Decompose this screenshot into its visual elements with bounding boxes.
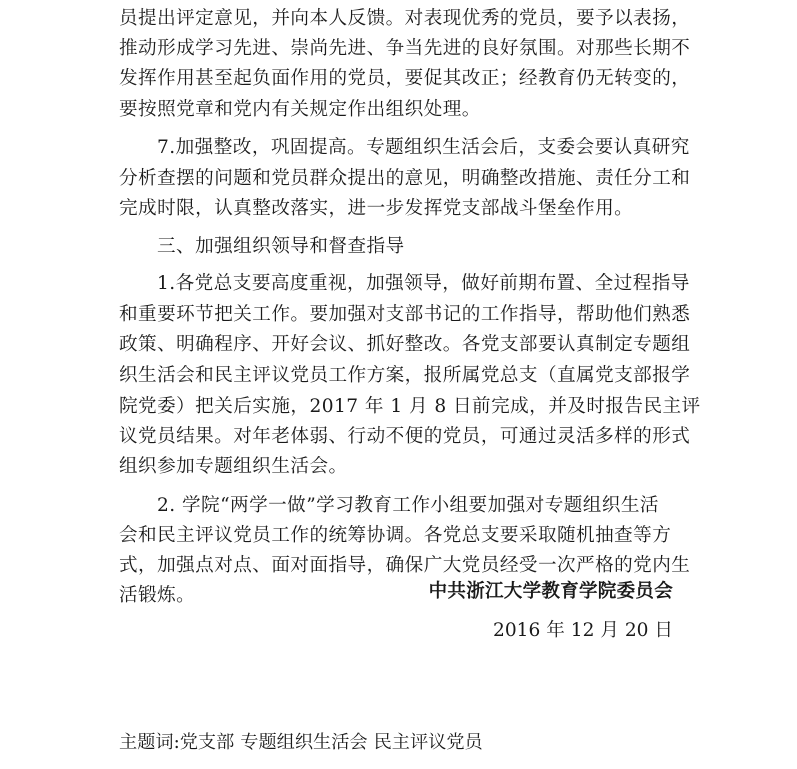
section-heading: 三、加强组织领导和督查指导 xyxy=(157,236,405,257)
body-line: 员提出评定意见，并向本人反馈。对表现优秀的党员，要予以表扬， xyxy=(119,8,691,29)
body-line: 活锻炼。 xyxy=(119,585,196,606)
keyword-item: 专题组织生活会 xyxy=(240,732,368,753)
keywords-line xyxy=(119,728,489,758)
body-line: 发挥作用甚至起负面作用的党员，要促其改正；经教育仍无转变的， xyxy=(119,68,691,89)
signing-date: 2016 年 12 月 20 日 xyxy=(493,620,673,641)
keywords-label: 主题词: xyxy=(119,732,180,753)
keyword-item: 党支部 xyxy=(179,732,235,753)
signing-organization: 中共浙江大学教育学院委员会 xyxy=(428,581,673,602)
body-line: 2. 学院“两学一做”学习教育工作小组要加强对专题组织生活 xyxy=(157,495,659,516)
body-line: 政策、明确程序、开好会议、抓好整改。各党支部要认真制定专题组 xyxy=(119,334,691,355)
body-line: 1.各党总支要高度重视，加强领导，做好前期布置、全过程指导 xyxy=(157,273,690,294)
body-line: 织生活会和民主评议党员工作方案，报所属党总支（直属党支部报学 xyxy=(119,365,691,386)
body-line: 要按照党章和党内有关规定作出组织处理。 xyxy=(119,99,481,120)
body-line: 分析查摆的问题和党员群众提出的意见，明确整改措施、责任分工和 xyxy=(119,168,691,189)
body-line: 和重要环节把关工作。要加强对支部书记的工作指导，帮助他们熟悉 xyxy=(119,304,691,325)
body-line: 式，加强点对点、面对面指导，确保广大党员经受一次严格的党内生 xyxy=(119,555,691,576)
body-line: 组织参加专题组织生活会。 xyxy=(119,456,348,477)
body-line: 院党委）把关后实施，2017 年 1 月 8 日前完成，并及时报告民主评 xyxy=(119,396,701,417)
keyword-item: 民主评议党员 xyxy=(373,732,483,753)
body-line: 会和民主评议党员工作的统筹协调。各党总支要采取随机抽查等方 xyxy=(119,525,672,546)
body-line: 完成时限，认真整改落实，进一步发挥党支部战斗堡垒作用。 xyxy=(119,198,634,219)
body-line: 推动形成学习先进、崇尚先进、争当先进的良好氛围。对那些长期不 xyxy=(119,38,691,59)
body-line: 议党员结果。对年老体弱、行动不便的党员，可通过灵活多样的形式 xyxy=(119,426,691,447)
body-line: 7.加强整改，巩固提高。专题组织生活会后，支委会要认真研究 xyxy=(157,137,690,158)
